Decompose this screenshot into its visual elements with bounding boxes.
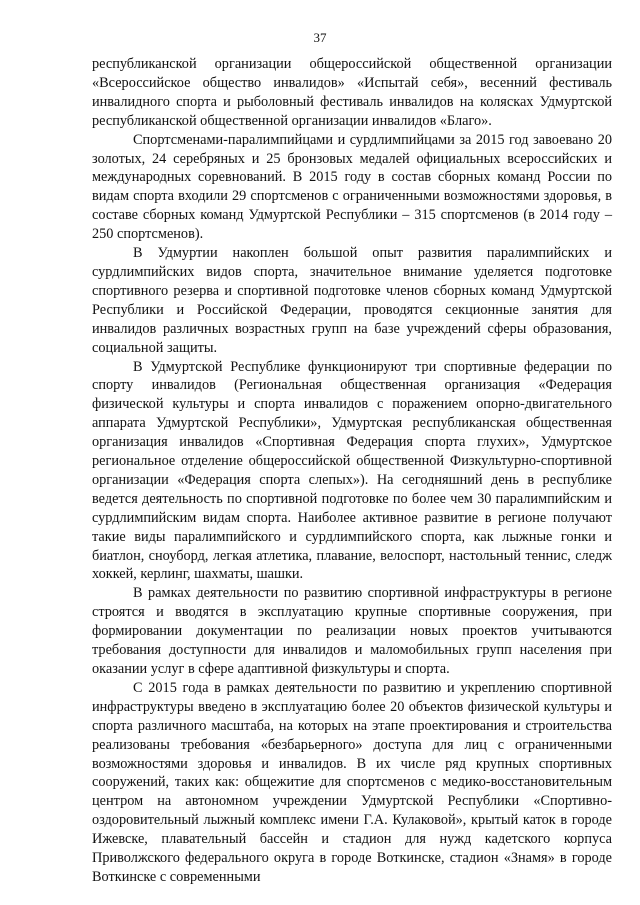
paragraph-experience: В Удмуртии накоплен большой опыт развития паралимпийских и сурдлимпийских видов спорта, значительное внимание уделяется подготовке спортивного резерва и спортивной подготовке членов сборных команд Удмуртской Республики и Российской Федерации, проводятся секционные занятия для инвалидов различных возрастных групп на базе учреждений сферы образования, социальной защиты.	[92, 245, 612, 356]
paragraph-continuation: республиканской организации общероссийской общественной организации «Всероссийское общество инвалидов» «Испытай себя», весенний фестиваль инвалидного спорта и рыболовный фестиваль инвалидов на колясках Удмуртской республиканской общественной организации инвалидов «Благо».	[92, 56, 612, 129]
page-number: 37	[313, 30, 327, 45]
document-body	[92, 55, 612, 887]
paragraph-facilities: С 2015 года в рамках деятельности по развитию и укреплению спортивной инфраструктуры введено в эксплуатацию более 20 объектов физической культуры и спорта различного масштаба, на которых на этапе проектирования и строительства реализованы требования «безбарьерного» доступа для лиц с ограниченными возможностями здоровья и инвалидов. В их числе ряд крупных спортивных сооружений, таких как: общежитие для спортсменов с медико-восстановительным центром на автономном учреждении Удмуртской Республики «Спортивно-оздоровительный лыжный комплекс имени Г.А. Кулаковой», крытый каток в городе Ижевске, плавательный бассейн и стадион для нужд кадетского корпуса Приволжского федерального округа в городе Воткинске, стадион «Знамя» в городе Воткинске с современными	[92, 679, 612, 885]
paragraph-infrastructure: В рамках деятельности по развитию спортивной инфраструктуры в регионе строятся и вводятся в эксплуатацию крупные спортивные сооружения, при формировании документации по реализации новых проектов учитываются требования доступности для инвалидов и маломобильных групп населения при оказании услуг в сфере адаптивной физкультуры и спорта.	[92, 585, 612, 677]
paragraph-medals: Спортсменами-паралимпийцами и сурдлимпийцами за 2015 год завоевано 20 золотых, 24 серебряных и 25 бронзовых медалей официальных всероссийских и международных соревнований. В 2015 году в состав сборных команд России по видам спорта входили 29 спортсменов с ограниченными возможностями здоровья, в составе сборных команд Удмуртской Республики – 315 спортсменов (в 2014 году – 250 спортсменов).	[92, 131, 612, 243]
paragraph-federations: В Удмуртской Республике функционируют три спортивные федерации по спорту инвалидов (Региональная общественная организация «Федерация физической культуры и спорта инвалидов с поражением опорно-двигательного аппарата Удмуртской Республики», Удмуртская республиканская общественная организация инвалидов «Спортивная Федерация спорта глухих», Удмуртское региональное отделение общероссийской общественной Физкультурно-спортивной организации «Федерация спорта слепых»). На сегодняшний день в республике ведется деятельность по спортивной подготовке по более чем 30 паралимпийским и сурдлимпийским видам спорта. Наиболее активное развитие в регионе получают такие виды паралимпийского и сурдлимпийского спорта, как лыжные гонки и биатлон, сноуборд, легкая атлетика, плавание, велоспорт, настольный теннис, следж хоккей, керлинг, шахматы, шашки.	[92, 358, 612, 583]
